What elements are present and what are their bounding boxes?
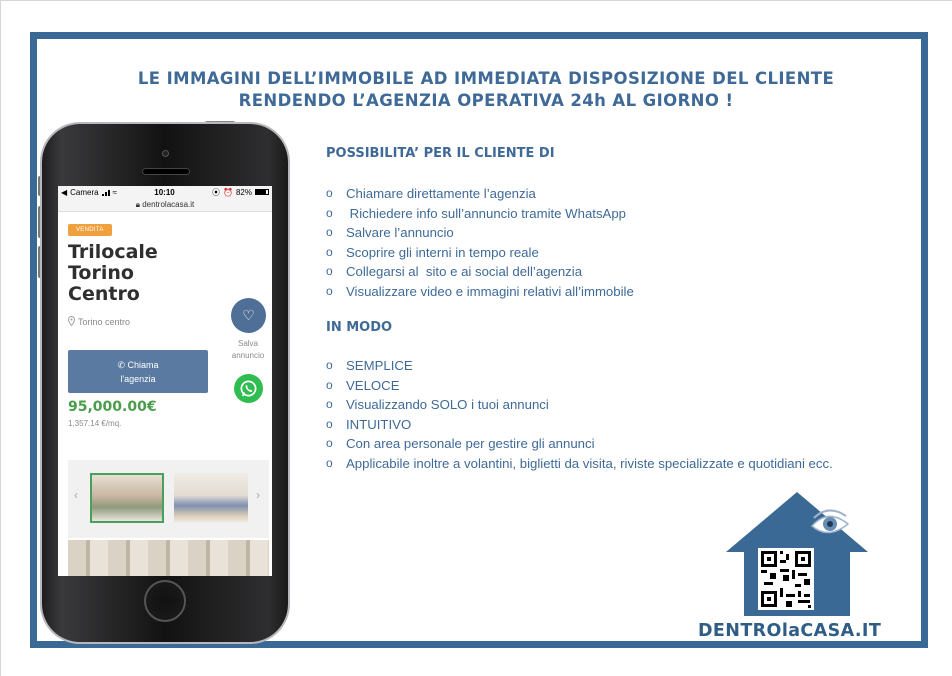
status-time: 10:10 — [154, 187, 175, 197]
headline-line-1: LE IMMAGINI DELL’IMMOBILE AD IMMEDIATA DISPOSIZIONE DEL CLIENTE — [137, 69, 835, 88]
smartphone-mockup — [42, 124, 288, 642]
list-item — [326, 204, 634, 224]
list-item-text: Visualizzare video e immagini relativi all’immobile — [346, 283, 634, 299]
list-item-text: Collegarsi al sito e ai social dell’agenzia — [346, 264, 583, 279]
bullet-mark: o — [326, 397, 333, 411]
list-item — [326, 223, 634, 243]
list-item-text: Con area personale per gestire gli annunci — [346, 436, 595, 451]
gallery-thumbnail[interactable] — [174, 473, 248, 523]
brand-name: DENTROlaCASA.IT — [698, 621, 882, 641]
list-item-text: VELOCE — [346, 377, 400, 393]
list-item — [326, 282, 634, 302]
list-item — [326, 376, 833, 396]
listing-location — [68, 316, 130, 328]
listing-title-line: Centro — [68, 283, 140, 305]
gallery-prev-icon[interactable]: ‹ — [74, 488, 78, 502]
list-item-text: Chiamare direttamente l’agenzia — [346, 186, 536, 201]
how-list — [326, 356, 833, 473]
brand-logo — [724, 490, 870, 618]
house-icon — [724, 490, 870, 618]
listing-title — [68, 242, 198, 305]
lock-icon: 🔒︎ — [135, 200, 140, 209]
bullet-mark: o — [326, 455, 333, 470]
phone-screen — [58, 186, 272, 576]
save-label-line: Salva — [237, 339, 258, 348]
home-button — [144, 580, 186, 622]
status-bar — [58, 186, 272, 198]
call-agency-button[interactable] — [68, 350, 208, 393]
list-item-text: Salvare l’annuncio — [346, 225, 454, 240]
battery-icon — [255, 189, 269, 195]
gallery-thumbnail[interactable] — [90, 473, 164, 523]
map-pin-icon — [68, 316, 75, 328]
save-listing-label — [222, 338, 272, 362]
location-arrow-icon: ⦿ — [212, 187, 220, 197]
list-item — [326, 395, 833, 415]
whatsapp-icon[interactable] — [234, 374, 263, 403]
list-item — [326, 434, 833, 454]
listing-price-per-sqm: 1,357.14 €/mq. — [68, 419, 122, 428]
bullet-mark: o — [326, 283, 333, 298]
list-item-text: SEMPLICE — [346, 358, 413, 373]
client-options-list — [326, 184, 634, 301]
listing-type-badge: VENDITA — [68, 224, 112, 236]
earpiece-speaker — [142, 168, 190, 175]
list-item — [326, 415, 833, 435]
list-item — [326, 454, 833, 474]
bullet-mark: o — [326, 244, 333, 259]
battery-percentage: 82% — [235, 187, 252, 197]
list-item-text: Applicabile inoltre a volantini, biglietti da visita, riviste specializzate e quotidiani ecc. — [346, 455, 833, 471]
listing-price: 95,000.00€ — [68, 399, 157, 415]
status-back-app[interactable]: Camera — [70, 187, 99, 197]
headline — [60, 68, 912, 112]
front-camera — [162, 150, 169, 157]
bullet-mark: o — [326, 186, 333, 200]
qr-code-icon — [758, 548, 814, 610]
headline-line-2: RENDENDO L’AGENZIA OPERATIVA 24h AL GIORNO ! — [238, 91, 734, 110]
list-item-text: Richiedere info sull’annuncio tramite WhatsApp — [346, 205, 627, 221]
address-bar[interactable] — [58, 198, 272, 212]
heart-icon: ♡ — [242, 307, 255, 323]
wifi-icon: ≈ — [112, 187, 117, 197]
location-text: Torino centro — [78, 317, 131, 327]
listing-title-line: Trilocale — [68, 241, 158, 263]
list-item — [326, 243, 634, 263]
photo-gallery — [68, 460, 269, 538]
bullet-mark: o — [326, 436, 333, 450]
section-how-title: IN MODO — [326, 320, 393, 335]
list-item — [326, 184, 634, 204]
bullet-mark: o — [326, 205, 333, 220]
list-item — [326, 262, 634, 282]
call-label-line: Chiama — [127, 360, 159, 370]
list-item-text: Visualizzando SOLO i tuoi annunci — [346, 397, 549, 412]
address-url: dentrolacasa.it — [142, 200, 195, 209]
bullet-mark: o — [326, 225, 333, 239]
bullet-mark: o — [326, 358, 333, 372]
listing-main-photo[interactable] — [68, 540, 269, 576]
bullet-mark: o — [326, 264, 333, 278]
alarm-icon: ⏰ — [223, 187, 233, 197]
bullet-mark: o — [326, 377, 333, 392]
listing-title-line: Torino — [68, 262, 134, 284]
signal-icon — [102, 189, 110, 196]
call-label-line: l'agenzia — [120, 374, 156, 384]
section-client-options-title: POSSIBILITA’ PER IL CLIENTE DI — [326, 146, 555, 161]
back-arrow-icon[interactable]: ◀ — [61, 187, 68, 197]
save-label-line: annuncio — [231, 351, 265, 360]
bullet-mark: o — [326, 416, 333, 431]
list-item-text: INTUITIVO — [346, 416, 412, 432]
phone-icon: ✆ — [117, 360, 125, 370]
gallery-next-icon[interactable]: › — [256, 488, 260, 502]
list-item-text: Scoprire gli interni in tempo reale — [346, 244, 539, 260]
save-listing-button[interactable] — [231, 298, 266, 333]
list-item — [326, 356, 833, 376]
